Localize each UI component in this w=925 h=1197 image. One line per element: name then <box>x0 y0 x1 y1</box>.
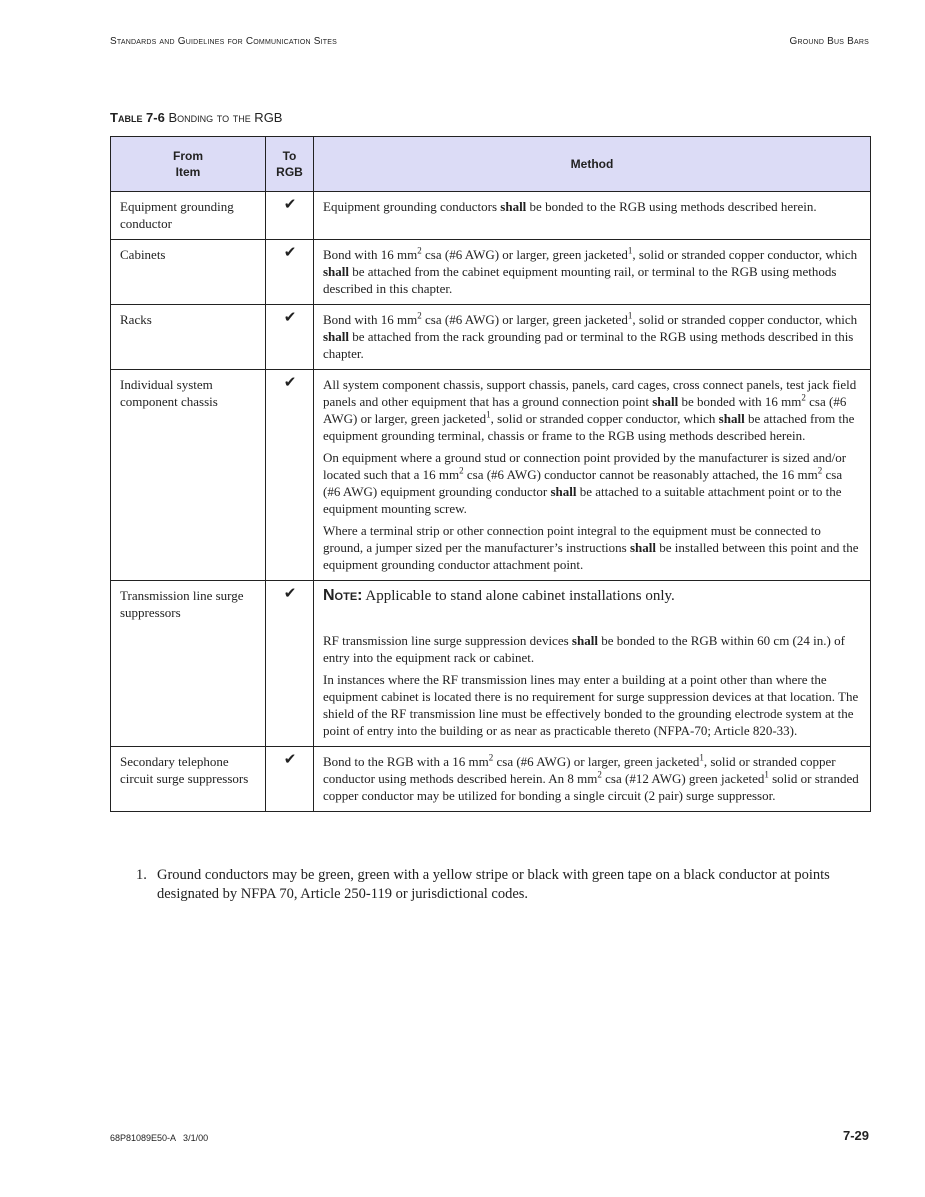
emphasis-shall: shall <box>323 264 350 279</box>
text-run: be bonded with 16 mm <box>678 394 802 409</box>
emphasis-shall: shall <box>718 411 745 426</box>
emphasis-shall: shall <box>652 394 679 409</box>
text-run: be attached from the rack grounding pad or terminal to the RGB using methods described in this chapter. <box>323 329 854 361</box>
page-number: 7-29 <box>842 1128 869 1143</box>
method-paragraph <box>323 246 862 297</box>
text-run: , solid or stranded copper conductor, which <box>632 247 858 262</box>
running-header-left: Standards and Guidelines for Communication Sites <box>110 36 337 47</box>
superscript: 2 <box>417 310 422 321</box>
text-run: , solid or stranded copper conductor, which <box>490 411 719 426</box>
text-run: In instances where the RF transmission lines may enter a building at a point other than where the equipment cabinet is located there is no requirement for surge suppression devices at that location. The shield of the RF transmission line must be effectively bonded to the grounding electrode system at the point of entry into the building or as near as practicable thereto (NFPA-70; Article 820-33). <box>323 672 859 738</box>
method-cell <box>314 305 871 370</box>
to-rgb-check-icon: ✔ <box>266 192 314 240</box>
text-run: Equipment grounding conductors <box>323 199 501 214</box>
superscript: 1 <box>486 409 491 420</box>
text-run: csa (#6 AWG) or larger, green jacketed <box>421 312 628 327</box>
emphasis-shall: shall <box>500 199 527 214</box>
text-run: , solid or stranded copper conductor using methods described herein. An 8 mm <box>323 754 836 786</box>
document-id: 68P81089E50-A 3/1/00 <box>110 1133 209 1143</box>
text-run: On equipment where a ground stud or connection point provided by the manufacturer is sized and/or located such that a 16 mm <box>323 450 847 482</box>
footnote-number: 1. <box>136 867 147 883</box>
header-line: RGB <box>276 165 303 179</box>
text-run: be attached to a suitable attachment point or to the equipment mounting screw. <box>323 484 842 516</box>
to-rgb-check-icon: ✔ <box>266 581 314 747</box>
superscript: 1 <box>699 752 704 763</box>
text-run: csa (#6 AWG) or larger, green jacketed <box>323 394 847 426</box>
from-item-cell: Equipment grounding conductor <box>111 192 266 240</box>
emphasis-shall: shall <box>323 329 350 344</box>
method-cell <box>314 192 871 240</box>
to-rgb-check-icon: ✔ <box>266 305 314 370</box>
to-rgb-check-icon: ✔ <box>266 370 314 581</box>
method-paragraph <box>323 311 862 362</box>
text-run: Bond to the RGB with a 16 mm <box>323 754 489 769</box>
method-paragraph <box>323 449 862 517</box>
superscript: 1 <box>627 245 633 256</box>
table-row <box>111 192 871 240</box>
method-cell <box>314 370 871 581</box>
to-rgb-check-icon: ✔ <box>266 240 314 305</box>
footnote <box>136 866 836 904</box>
table-row <box>111 581 871 747</box>
superscript: 1 <box>764 769 769 780</box>
method-cell <box>314 747 871 812</box>
text-run: csa (#6 AWG) equipment grounding conductor <box>323 467 843 499</box>
method-paragraph <box>323 522 862 573</box>
text-run: csa (#12 AWG) green jacketed <box>601 771 765 786</box>
text-run: , solid or stranded copper conductor, which <box>632 312 858 327</box>
note <box>323 587 862 605</box>
text-run: csa (#6 AWG) or larger, green jacketed <box>421 247 628 262</box>
text-run: Where a terminal strip or other connection point integral to the equipment must be connected to ground, a jumper sized per the manufacturer’s instructions <box>323 523 821 555</box>
bonding-table <box>110 136 871 812</box>
text-run: be bonded to the RGB using methods described herein. <box>526 199 817 214</box>
method-paragraph <box>323 753 862 804</box>
superscript: 2 <box>488 752 494 763</box>
text-run: be attached from the equipment grounding terminal, chassis or frame to the RGB using methods described herein. <box>323 411 855 443</box>
method-paragraph <box>323 198 862 215</box>
method-paragraph <box>323 632 862 666</box>
footnote-text: Ground conductors may be green, green with a yellow stripe or black with green tape on a black conductor at points designated by NFPA 70, Article 250-119 or jurisdictional codes. <box>157 867 830 902</box>
from-item-cell: Cabinets <box>111 240 266 305</box>
to-rgb-check-icon: ✔ <box>266 747 314 812</box>
superscript: 2 <box>817 465 823 476</box>
emphasis-shall: shall <box>629 540 656 555</box>
table-caption <box>110 110 282 125</box>
text-run: Bond with 16 mm <box>323 247 418 262</box>
from-item-cell: Secondary telephone circuit surge suppressors <box>111 747 266 812</box>
running-header-right: Ground Bus Bars <box>789 36 869 47</box>
method-paragraph <box>323 671 862 739</box>
emphasis-shall: shall <box>571 633 598 648</box>
superscript: 2 <box>417 245 422 256</box>
text-run: csa (#6 AWG) conductor cannot be reasonably attached, the 16 mm <box>463 467 818 482</box>
header-line: From <box>173 149 203 163</box>
emphasis-shall: shall <box>550 484 577 499</box>
table-row <box>111 747 871 812</box>
note-label: Note: <box>323 587 363 604</box>
from-item-cell: Racks <box>111 305 266 370</box>
superscript: 1 <box>627 310 633 321</box>
text-run: solid or stranded copper conductor may be utilized for bonding a single circuit (2 pair) surge suppressor. <box>323 771 859 803</box>
superscript: 2 <box>801 392 806 403</box>
text-run: Bond with 16 mm <box>323 312 418 327</box>
text-run: be bonded to the RGB within 60 cm (24 in.) of entry into the equipment rack or cabinet. <box>323 633 845 665</box>
text-run: csa (#6 AWG) or larger, green jacketed <box>493 754 700 769</box>
text-run: be installed between this point and the equipment grounding conductor attachment point. <box>323 540 859 572</box>
method-paragraph <box>323 376 862 444</box>
text-run: RF transmission line surge suppression devices <box>323 633 572 648</box>
column-header-to <box>266 137 314 192</box>
header-line: To <box>282 149 297 163</box>
text-run: All system component chassis, support chassis, panels, card cages, cross connect panels, test jack field panels and other equipment that has a ground connection point <box>323 377 857 409</box>
table-caption-title: Bonding to the RGB <box>168 110 283 125</box>
text-run: be attached from the cabinet equipment mounting rail, or terminal to the RGB using methods described in this chapter. <box>323 264 837 296</box>
from-item-cell: Transmission line surge suppressors <box>111 581 266 747</box>
table-row <box>111 305 871 370</box>
column-header-from <box>111 137 266 192</box>
method-cell <box>314 581 871 747</box>
table-header-row <box>111 137 871 192</box>
superscript: 2 <box>597 769 602 780</box>
table-row <box>111 370 871 581</box>
table-row <box>111 240 871 305</box>
method-cell <box>314 240 871 305</box>
superscript: 2 <box>459 465 464 476</box>
table-caption-label: Table 7-6 <box>110 110 165 125</box>
from-item-cell: Individual system component chassis <box>111 370 266 581</box>
header-line: Item <box>175 165 201 179</box>
note-text: Applicable to stand alone cabinet installations only. <box>362 588 675 604</box>
column-header-method: Method <box>314 137 871 192</box>
